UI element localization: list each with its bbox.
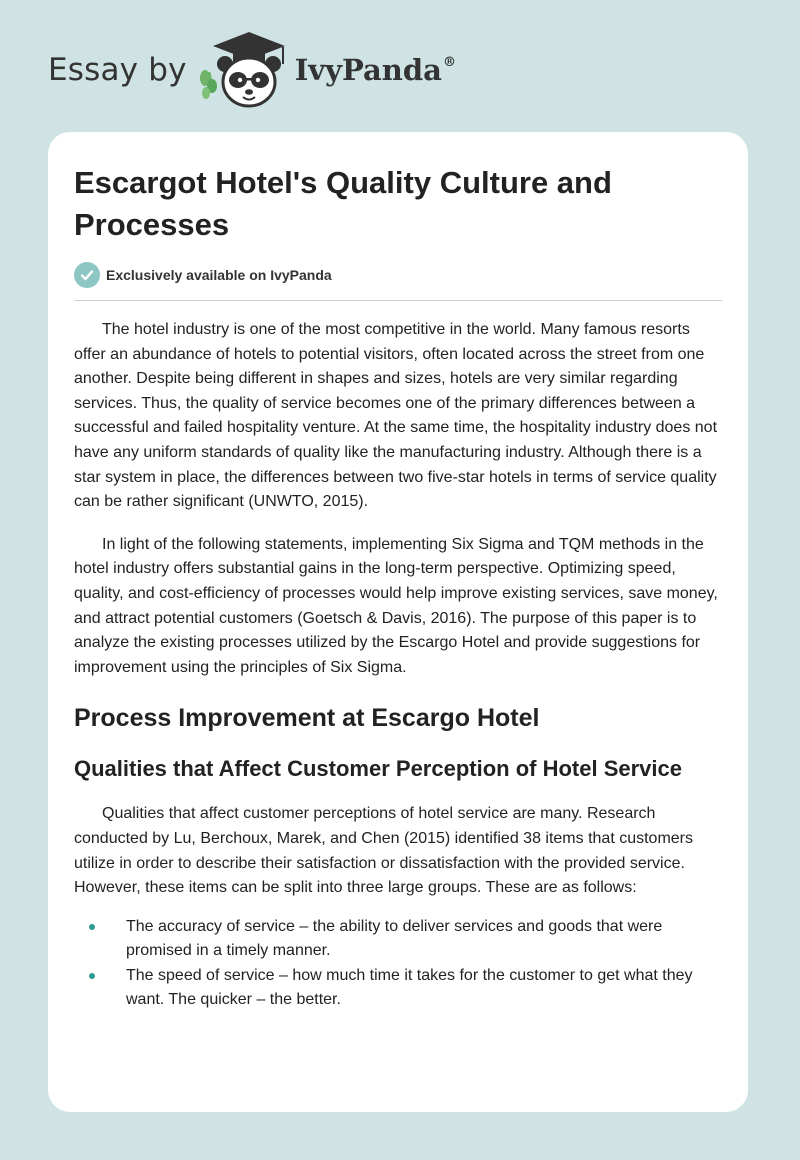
panda-graduate-icon[interactable]: [197, 30, 289, 110]
brand-name[interactable]: IvyPanda®: [294, 53, 456, 87]
essay-card: [48, 132, 748, 1112]
list-item: The accuracy of service – the ability to deliver services and goods that were promised in a timely manner.: [74, 915, 722, 964]
exclusive-label: Exclusively available on IvyPanda: [106, 267, 332, 283]
paragraph: In light of the following statements, implementing Six Sigma and TQM methods in the hotel industry offers substantial gains in the long-term perspective. Optimizing speed, quality, and cost-efficiency of processes would help improve existing services, save money, and attract potential customers (Goetsch & Davis, 2016). The purpose of this paper is to analyze the existing processes utilized by the Escargo Hotel and provide suggestions for improvement using the principles of Six Sigma.: [74, 535, 718, 676]
site-header: [48, 30, 456, 110]
quality-list: [74, 915, 722, 1013]
exclusive-badge: [74, 262, 722, 301]
section-heading: Process Improvement at Escargo Hotel: [74, 704, 540, 733]
paragraph: The hotel industry is one of the most competitive in the world. Many famous resorts offer an abundance of hotels to potential visitors, often located across the street from one another. Despite being different in shapes and sizes, hotels are very similar regarding services. Thus, the quality of service becomes one of the primary differences between a successful and failed hospitality venture. At the same time, the hospitality industry does not have any uniform standards of quality like the manufacturing industry. Although there is a star system in place, the differences between two five-star hotels in terms of service quality can be rather significant (UNWTO, 2015).: [74, 321, 718, 511]
subsection-heading: Qualities that Affect Customer Perception of Hotel Service: [74, 756, 682, 782]
essay-by-label: Essay by: [48, 52, 187, 88]
list-item: The speed of service – how much time it takes for the customer to get what they want. The quicker – the better.: [74, 964, 722, 1013]
paragraph: Qualities that affect customer perceptions of hotel service are many. Research conducted by Lu, Berchoux, Marek, and Chen (2015) identified 38 items that customers utilize in order to describe their satisfaction or dissatisfaction with the provided service. However, these items can be split into three large groups. These are as follows:: [74, 805, 694, 897]
check-circle-icon: [74, 262, 100, 288]
page-title: Escargot Hotel's Quality Culture and Processes: [74, 165, 612, 242]
